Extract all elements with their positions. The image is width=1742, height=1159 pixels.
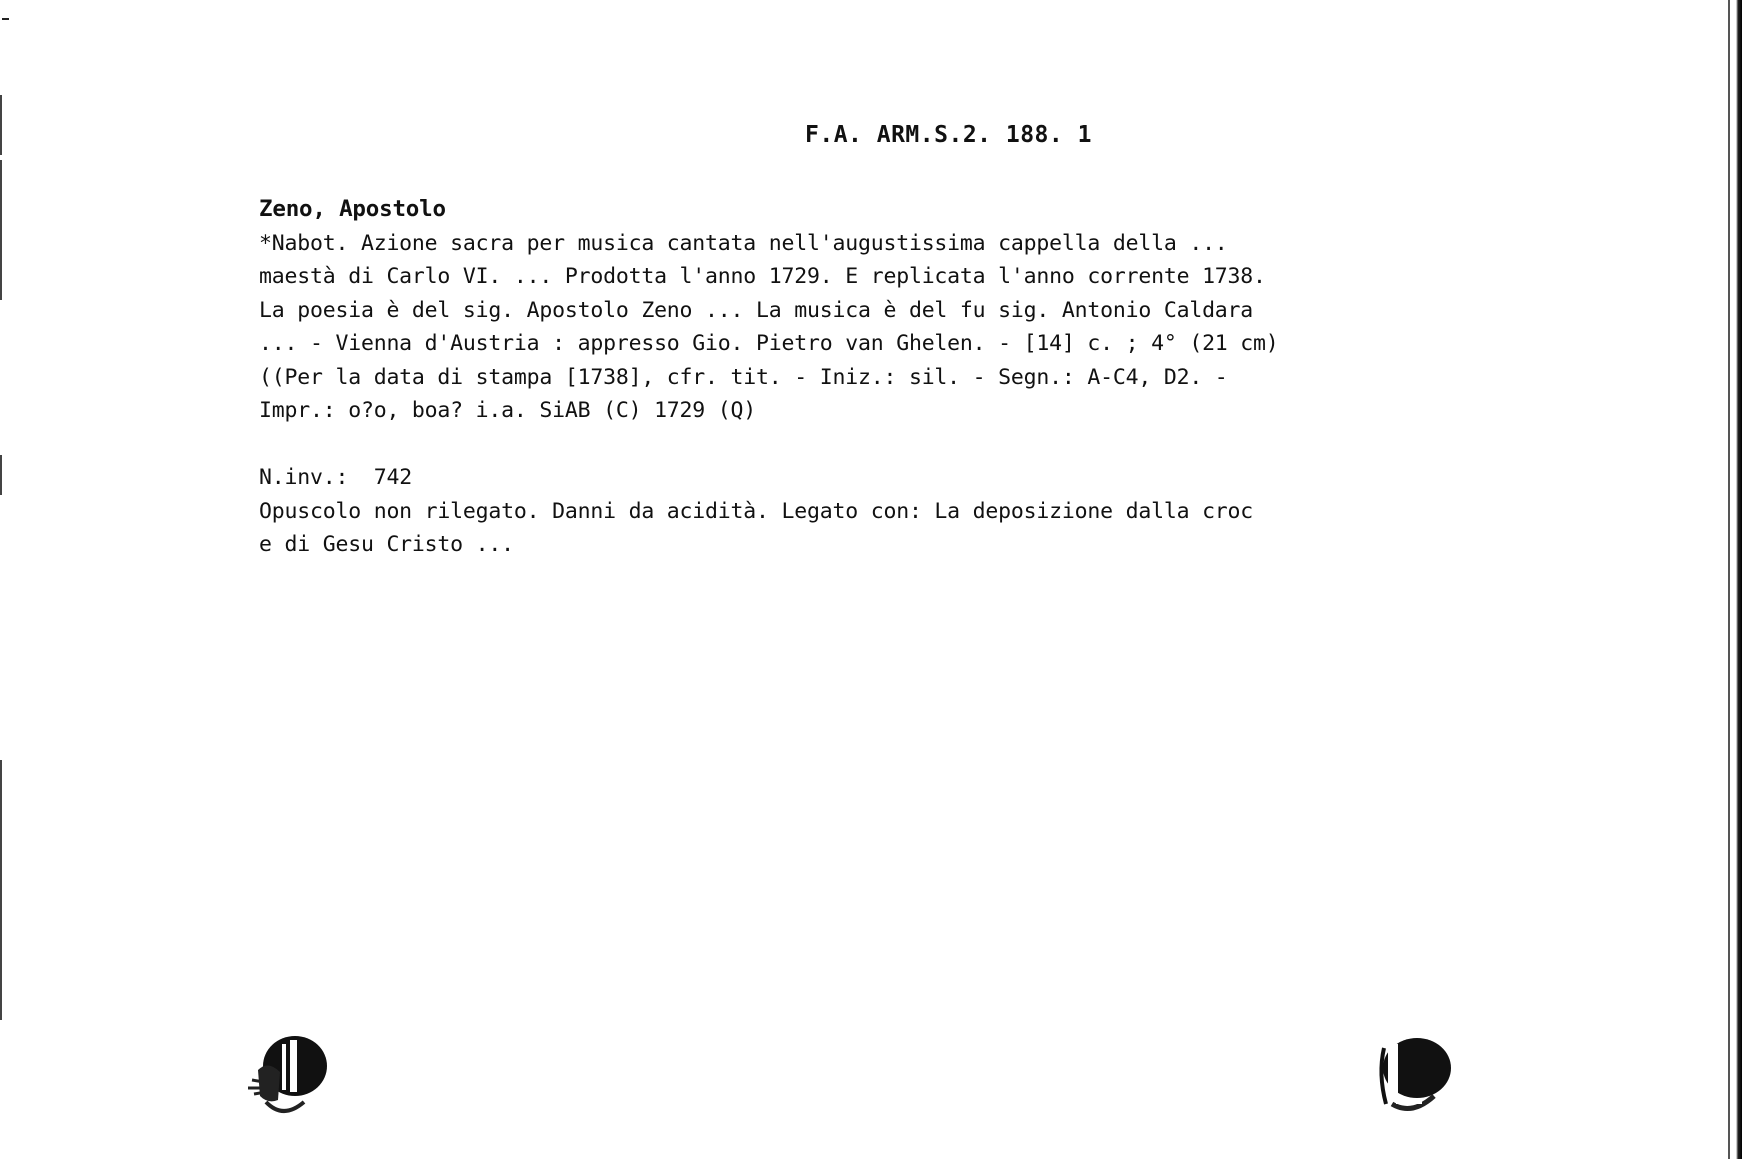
description-line: Impr.: o?o, boa? i.a. SiAB (C) 1729 (Q) — [259, 398, 757, 423]
spacer — [259, 428, 1279, 462]
scan-mark — [2, 18, 9, 20]
description-line: maestà di Carlo VI. ... Prodotta l'anno 1729. E replicata l'anno corrente 1738. — [259, 264, 1266, 289]
scan-edge-border — [1736, 0, 1742, 1159]
author-heading: Zeno, Apostolo — [259, 196, 446, 222]
scan-edge-line — [1728, 0, 1730, 1159]
note-line: Opuscolo non rilegato. Danni da acidità. Legato con: La deposizione dalla croc — [259, 498, 1254, 524]
scan-edge-mark — [0, 95, 2, 155]
inventory-number: 742 — [373, 465, 412, 490]
shelfmark: F.A. ARM.S.2. 188. 1 — [805, 122, 1092, 148]
inventory-label: N.inv.: — [259, 465, 349, 490]
inventory-line — [259, 461, 1279, 495]
library-seal-icon — [238, 1030, 338, 1130]
scan-edge-mark — [0, 760, 2, 1020]
note-line: e di Gesu Cristo ... — [259, 532, 514, 557]
library-seal-icon — [1362, 1034, 1462, 1134]
description-line: ((Per la data di stampa [1738], cfr. tit. - Iniz.: sil. - Segn.: A-C4, D2. - — [259, 364, 1228, 390]
scan-edge-mark — [0, 160, 2, 300]
record-body — [259, 193, 1279, 562]
description-line: La poesia è del sig. Apostolo Zeno ... La musica è del fu sig. Antonio Caldara — [259, 297, 1254, 323]
scan-edge-mark — [0, 455, 2, 495]
description-line: *Nabot. Azione sacra per musica cantata nell'augustissima cappella della ... — [259, 230, 1228, 256]
description-line: ... - Vienna d'Austria : appresso Gio. Pietro van Ghelen. - [14] c. ; 4° (21 cm) — [259, 331, 1279, 356]
